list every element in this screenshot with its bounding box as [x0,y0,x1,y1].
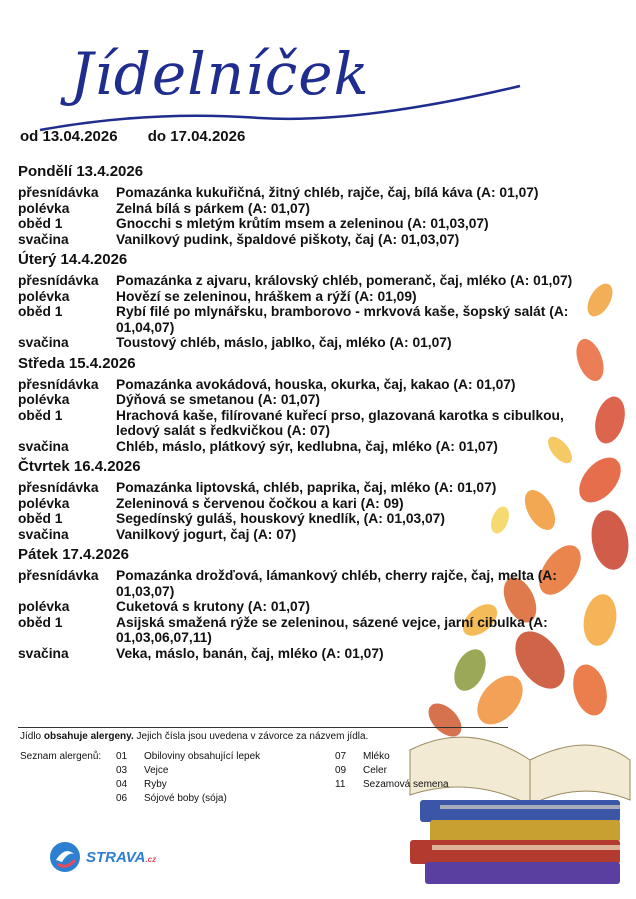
meal-label: oběd 1 [18,216,63,231]
meal-text: Cuketová s krutony (A: 01,07) [116,599,310,614]
allergen-name: Obiloviny obsahující lepek [144,751,261,762]
strava-logo-icon [48,840,82,874]
meal-text: Vanilkový pudink, špaldové piškoty, čaj (A: 01,03,07) [116,231,460,247]
logo-suffix: .cz [145,854,157,864]
allergen-item [335,779,555,793]
allergen-name: Vejce [144,765,169,776]
meal-label: svačina [18,645,69,661]
meal-text: Chléb, máslo, plátkový sýr, kedlubna, čaj, mléko (A: 01,07) [116,438,498,454]
meal-text: Pomazánka avokádová, houska, okurka, čaj, kakao (A: 01,07) [116,376,516,392]
allergen-number: 04 [116,779,128,790]
allergen-item [116,779,336,793]
meal-text: Zeleninová s červenou čočkou a kari (A: 09) [116,495,404,511]
meal-text: Vanilkový jogurt, čaj (A: 07) [116,526,297,542]
meal-label: svačina [18,438,69,454]
meal-row [18,377,608,393]
allergen-name: Celer [363,765,387,776]
meal-label: polévka [18,288,70,304]
day-friday [18,546,608,661]
allergen-column-left [116,751,336,807]
meal-text: Gnocchi s mletým krůtím msem a zeleninou (A: 01,03,07) [116,216,489,231]
allergen-number: 09 [335,765,347,776]
meal-text: Zelná bílá s párkem (A: 01,07) [116,200,310,216]
meal-text: Toustový chléb, máslo, jablko, čaj, mléko (A: 01,07) [116,335,452,350]
strava-logo-text [86,849,156,866]
meal-row [18,527,608,543]
meal-text: Segedínský guláš, houskový knedlík, (A: 01,03,07) [116,511,445,526]
meal-label: přesnídávka [18,568,99,583]
allergen-number: 03 [116,765,128,776]
allergen-item [335,765,555,779]
strava-logo[interactable] [48,840,156,874]
note-rest: Jejich čísla jsou uvedena v závorce za názvem jídla. [133,731,369,742]
meal-label: polévka [18,599,70,614]
day-title: Čtvrtek 16.4.2026 [18,458,141,475]
meal-label: polévka [18,495,70,511]
meal-text: Pomazánka z ajvaru, královský chléb, pomeranč, čaj, mléko (A: 01,07) [116,273,573,288]
allergen-name: Ryby [144,779,167,790]
meal-label: oběd 1 [18,511,63,526]
allergen-note [20,731,368,742]
meal-label: svačina [18,231,69,247]
meal-text: Veka, máslo, banán, čaj, mléko (A: 01,07) [116,645,384,661]
date-range [20,128,271,145]
allergen-item [116,751,336,765]
meal-row [18,408,608,439]
date-from: od 13.04.2026 [20,128,118,145]
meal-label: přesnídávka [18,376,99,392]
meal-row [18,201,608,217]
meal-row [18,439,608,455]
meal-row [18,568,608,599]
allergen-name: Sójové boby (sója) [144,793,227,804]
meal-row [18,480,608,496]
page-title: Jídelníček [70,40,370,108]
divider [18,727,508,728]
meal-text: Dýňová se smetanou (A: 01,07) [116,392,320,407]
allergen-item [116,765,336,779]
meal-row [18,511,608,527]
allergen-number: 07 [335,751,347,762]
allergen-name: Mléko [363,751,390,762]
day-wednesday [18,355,608,455]
meal-label: oběd 1 [18,304,63,319]
day-title: Pondělí 13.4.2026 [18,163,144,180]
meal-row [18,289,608,305]
day-title: Úterý 14.4.2026 [18,251,128,268]
meal-label: přesnídávka [18,273,99,288]
date-to: do 17.04.2026 [147,128,246,145]
allergen-item [335,751,555,765]
day-title: Středa 15.4.2026 [18,354,136,372]
meal-label: polévka [18,200,70,216]
meal-text: Asijská smažená rýže se zeleninou, sázené vejce, jarní cibulka (A: 01,03,06,07,11) [116,614,548,645]
meal-row [18,615,608,646]
note-bold: obsahuje alergeny. [43,731,134,742]
allergen-name: Sezamová semena [363,779,449,790]
meal-text: Pomazánka kukuřičná, žitný chléb, rajče, čaj, bílá káva (A: 01,07) [116,185,539,200]
allergen-list-header: Seznam alergenů: [20,751,102,762]
meal-row [18,335,608,351]
logo-main: STRAVA [86,848,146,866]
meal-text: Pomazánka drožďová, lámankový chléb, cherry rajče, čaj, melta (A: 01,03,07) [116,568,557,599]
meal-text: Hrachová kaše, filírované kuřecí prso, glazovaná karotka s cibulkou, ledový salát s ředkvičkou (A: 07) [116,407,564,438]
meal-row [18,216,608,232]
meal-text: Hovězí se zeleninou, hráškem a rýží (A: 01,09) [116,288,417,304]
meal-row [18,599,608,615]
meal-label: polévka [18,392,70,407]
allergen-item [116,793,336,807]
meal-text: Pomazánka liptovská, chléb, paprika, čaj, mléko (A: 01,07) [116,480,497,495]
meal-row [18,646,608,662]
meal-row [18,232,608,248]
allergen-number: 11 [335,779,346,790]
day-thursday [18,458,608,542]
day-monday [18,163,608,247]
allergen-number: 06 [116,793,128,804]
allergen-column-right [335,751,555,793]
day-tuesday [18,251,608,351]
meal-label: oběd 1 [18,614,63,630]
meal-row [18,304,608,335]
meal-row [18,496,608,512]
allergen-number: 01 [116,751,128,762]
meal-row [18,392,608,408]
meal-text: Rybí filé po mlynářsku, bramborovo - mrkvová kaše, šopský salát (A: 01,04,07) [116,304,569,335]
meal-row [18,273,608,289]
meal-label: svačina [18,335,69,350]
meal-label: oběd 1 [18,407,63,423]
day-title: Pátek 17.4.2026 [18,546,129,563]
note-prefix: Jídlo [20,731,44,742]
meal-label: přesnídávka [18,185,99,200]
meal-label: svačina [18,526,69,542]
meal-row [18,185,608,201]
meal-label: přesnídávka [18,480,99,495]
weekly-menu [18,160,608,665]
